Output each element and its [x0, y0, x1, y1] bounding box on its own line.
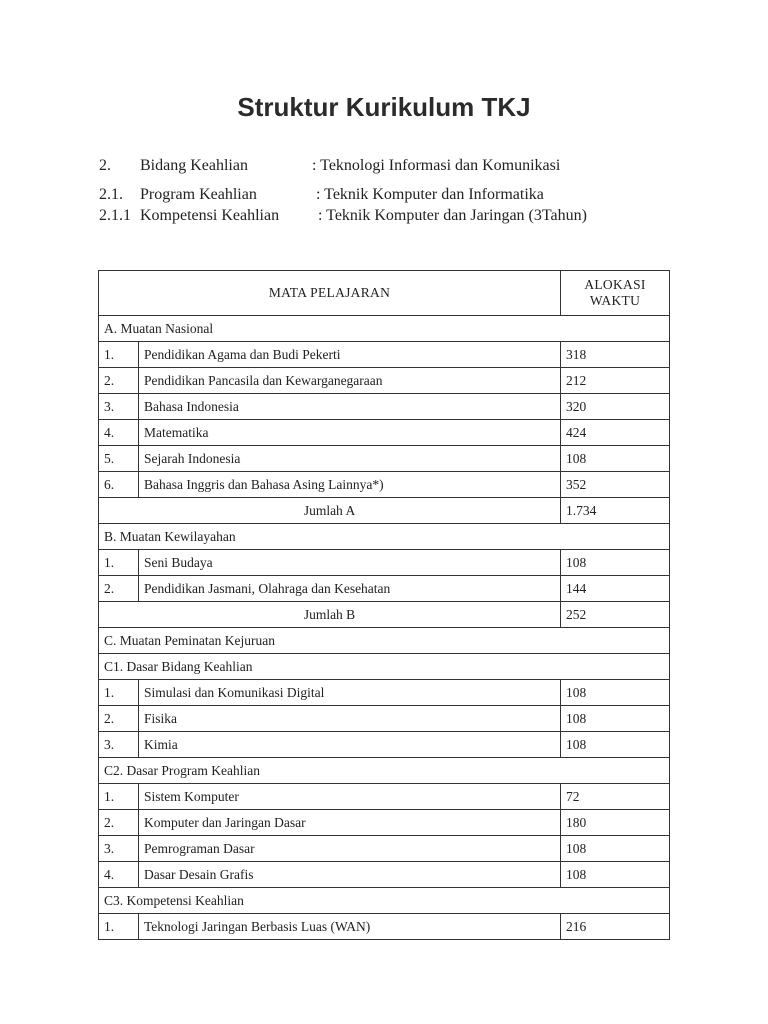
table-row	[99, 914, 670, 940]
header-alokasi-line1: ALOKASI	[584, 277, 646, 292]
time-allocation: 108	[561, 862, 670, 888]
section-label: C3. Kompetensi Keahlian	[99, 888, 670, 914]
section-row	[99, 628, 670, 654]
row-number: 1.	[99, 342, 139, 368]
row-number: 1.	[99, 914, 139, 940]
time-allocation: 212	[561, 368, 670, 394]
subject-name: Teknologi Jaringan Berbasis Luas (WAN)	[139, 914, 561, 940]
row-number: 4.	[99, 420, 139, 446]
subject-name: Pendidikan Pancasila dan Kewarganegaraan	[139, 368, 561, 394]
section-row	[99, 888, 670, 914]
time-allocation: 424	[561, 420, 670, 446]
time-allocation: 318	[561, 342, 670, 368]
table-row	[99, 862, 670, 888]
row-number: 5.	[99, 446, 139, 472]
section-label: C1. Dasar Bidang Keahlian	[99, 654, 670, 680]
info-bidang-keahlian	[99, 157, 659, 177]
info-label: Program Keahlian	[140, 186, 257, 203]
row-number: 2.	[99, 706, 139, 732]
subject-name: Matematika	[139, 420, 561, 446]
time-allocation: 352	[561, 472, 670, 498]
row-number: 6.	[99, 472, 139, 498]
table-row	[99, 836, 670, 862]
subject-name: Pendidikan Jasmani, Olahraga dan Kesehatan	[139, 576, 561, 602]
section-row	[99, 316, 670, 342]
table-row	[99, 446, 670, 472]
row-number: 2.	[99, 810, 139, 836]
row-number: 3.	[99, 732, 139, 758]
subject-name: Kimia	[139, 732, 561, 758]
info-number: 2.1.	[99, 186, 123, 203]
time-allocation: 108	[561, 836, 670, 862]
table-row	[99, 680, 670, 706]
subject-name: Bahasa Indonesia	[139, 394, 561, 420]
total-row	[99, 498, 670, 524]
time-allocation: 216	[561, 914, 670, 940]
row-number: 2.	[99, 576, 139, 602]
time-allocation: 108	[561, 732, 670, 758]
table-row	[99, 394, 670, 420]
subject-name: Sejarah Indonesia	[139, 446, 561, 472]
total-label: Jumlah A	[99, 498, 561, 524]
info-kompetensi-keahlian	[99, 207, 659, 227]
subject-name: Pendidikan Agama dan Budi Pekerti	[139, 342, 561, 368]
subject-name: Simulasi dan Komunikasi Digital	[139, 680, 561, 706]
total-row	[99, 602, 670, 628]
table-row	[99, 784, 670, 810]
total-label: Jumlah B	[99, 602, 561, 628]
section-row	[99, 758, 670, 784]
table-row	[99, 810, 670, 836]
subject-name: Dasar Desain Grafis	[139, 862, 561, 888]
row-number: 3.	[99, 394, 139, 420]
info-number: 2.1.1	[99, 207, 131, 224]
section-label: A. Muatan Nasional	[99, 316, 670, 342]
table-row	[99, 342, 670, 368]
table-row	[99, 732, 670, 758]
time-allocation: 108	[561, 680, 670, 706]
header-alokasi-line2: WAKTU	[589, 293, 641, 308]
info-value: : Teknik Komputer dan Informatika	[316, 186, 544, 203]
table-row	[99, 420, 670, 446]
info-number: 2.	[99, 157, 111, 174]
row-number: 1.	[99, 680, 139, 706]
info-label: Kompetensi Keahlian	[140, 207, 280, 224]
info-label: Bidang Keahlian	[140, 157, 248, 174]
document-title: Struktur Kurikulum TKJ	[237, 92, 531, 122]
row-number: 3.	[99, 836, 139, 862]
section-label: C. Muatan Peminatan Kejuruan	[99, 628, 670, 654]
row-number: 4.	[99, 862, 139, 888]
row-number: 2.	[99, 368, 139, 394]
row-number: 1.	[99, 784, 139, 810]
total-value: 252	[561, 602, 670, 628]
table-row	[99, 472, 670, 498]
time-allocation: 72	[561, 784, 670, 810]
time-allocation: 108	[561, 446, 670, 472]
section-label: C2. Dasar Program Keahlian	[99, 758, 670, 784]
row-number: 1.	[99, 550, 139, 576]
table-row	[99, 706, 670, 732]
section-row	[99, 654, 670, 680]
table-row	[99, 550, 670, 576]
total-value: 1.734	[561, 498, 670, 524]
time-allocation: 180	[561, 810, 670, 836]
curriculum-table	[98, 270, 670, 940]
time-allocation: 108	[561, 706, 670, 732]
subject-name: Fisika	[139, 706, 561, 732]
table-header-row	[99, 271, 670, 316]
subject-name: Bahasa Inggris dan Bahasa Asing Lainnya*)	[139, 472, 561, 498]
table-row	[99, 576, 670, 602]
info-value: : Teknik Komputer dan Jaringan (3Tahun)	[318, 207, 587, 224]
subject-name: Sistem Komputer	[139, 784, 561, 810]
section-label: B. Muatan Kewilayahan	[99, 524, 670, 550]
subject-name: Seni Budaya	[139, 550, 561, 576]
time-allocation: 320	[561, 394, 670, 420]
time-allocation: 108	[561, 550, 670, 576]
subject-name: Pemrograman Dasar	[139, 836, 561, 862]
section-row	[99, 524, 670, 550]
subject-name: Komputer dan Jaringan Dasar	[139, 810, 561, 836]
header-alokasi-waktu	[561, 271, 670, 316]
table-body	[99, 316, 670, 940]
header-mata-pelajaran: MATA PELAJARAN	[99, 271, 561, 316]
info-program-keahlian	[99, 186, 659, 206]
info-value: : Teknologi Informasi dan Komunikasi	[312, 157, 561, 174]
table-row	[99, 368, 670, 394]
time-allocation: 144	[561, 576, 670, 602]
